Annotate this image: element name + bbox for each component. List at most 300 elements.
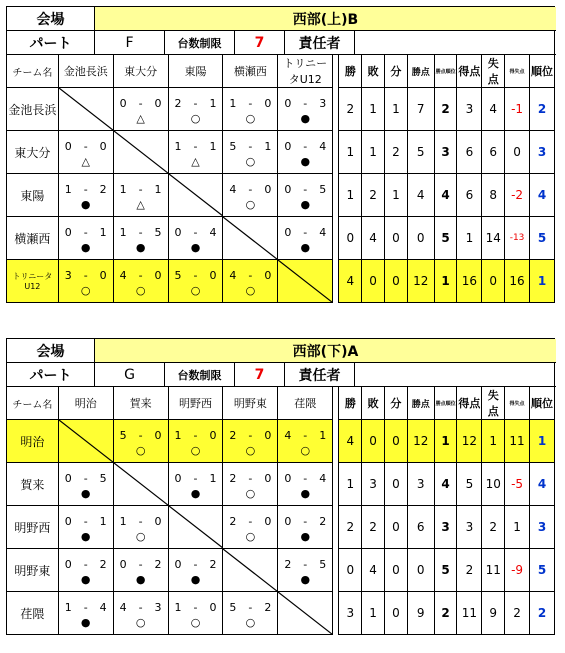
match-score xyxy=(169,601,223,614)
match-result-cell xyxy=(58,174,113,217)
match-result-cell xyxy=(223,260,278,303)
match-result-cell xyxy=(223,463,278,506)
stat-value: 0 xyxy=(385,549,408,592)
responsible-label: 責任者 xyxy=(285,31,355,55)
standings-table xyxy=(6,54,555,303)
score-separator: - xyxy=(303,429,308,442)
table-row xyxy=(7,506,555,549)
stat-value: 1 xyxy=(457,217,482,260)
standings-table xyxy=(6,386,555,635)
score-for: 1 xyxy=(64,183,72,196)
match-result-cell xyxy=(278,549,333,592)
block-header xyxy=(6,6,555,54)
team-name: 横瀬西 xyxy=(7,217,59,260)
score-separator: - xyxy=(248,269,253,282)
result-mark-icon: ● xyxy=(300,112,311,125)
result-mark-icon: ○ xyxy=(245,487,256,500)
match-result-cell xyxy=(223,88,278,131)
team-column-header: チーム名 xyxy=(7,387,59,420)
table-row xyxy=(7,549,555,592)
stat-value: 2 xyxy=(529,592,554,635)
match-score xyxy=(114,601,168,614)
score-separator: - xyxy=(193,140,198,153)
result-mark-icon: ● xyxy=(300,155,311,168)
self-match-cell xyxy=(223,217,278,260)
score-for: 4 xyxy=(229,269,237,282)
match-score xyxy=(169,472,223,485)
score-separator: - xyxy=(138,97,143,110)
match-score xyxy=(169,558,223,571)
stat-value: 4 xyxy=(339,260,362,303)
stat-value: 2 xyxy=(434,88,457,131)
match-result-cell xyxy=(58,463,113,506)
table-row xyxy=(7,463,555,506)
score-against: 2 xyxy=(209,558,217,571)
score-for: 1 xyxy=(229,97,237,110)
result-mark-icon: ● xyxy=(190,573,201,586)
stat-column-header: 得点 xyxy=(457,55,482,88)
match-score xyxy=(114,226,168,239)
team-name: トリニータU12 xyxy=(7,260,59,303)
stat-value: 4 xyxy=(362,549,385,592)
score-separator: - xyxy=(303,472,308,485)
self-match-cell xyxy=(223,549,278,592)
score-separator: - xyxy=(303,515,308,528)
match-result-cell xyxy=(113,174,168,217)
score-separator: - xyxy=(83,140,88,153)
stat-value: 0 xyxy=(339,217,362,260)
score-against: 1 xyxy=(154,183,162,196)
limit-value: 7 xyxy=(235,363,285,387)
score-separator: - xyxy=(193,226,198,239)
stat-value: 0 xyxy=(407,217,434,260)
result-mark-icon: △ xyxy=(81,155,90,168)
team-name: 荏隈 xyxy=(7,592,59,635)
score-against: 5 xyxy=(154,226,162,239)
score-separator: - xyxy=(83,472,88,485)
stat-value: 3 xyxy=(457,88,482,131)
score-separator: - xyxy=(193,269,198,282)
stat-value: 2 xyxy=(457,549,482,592)
match-score xyxy=(278,183,332,196)
stat-value: 4 xyxy=(339,420,362,463)
match-score xyxy=(169,226,223,239)
stat-value: -13 xyxy=(505,217,530,260)
match-result-cell xyxy=(278,88,333,131)
result-mark-icon: ○ xyxy=(190,112,201,125)
stat-value: 0 xyxy=(385,420,408,463)
match-score xyxy=(59,515,113,528)
result-mark-icon: ○ xyxy=(80,284,91,297)
venue-label: 会場 xyxy=(7,339,95,363)
result-mark-icon: ○ xyxy=(245,530,256,543)
score-against: 2 xyxy=(99,183,107,196)
result-mark-icon: △ xyxy=(136,112,145,125)
part-label: パート xyxy=(7,31,95,55)
responsible-label: 責任者 xyxy=(285,363,355,387)
match-result-cell xyxy=(58,131,113,174)
stat-value: 10 xyxy=(482,463,505,506)
stat-value: 16 xyxy=(505,260,530,303)
score-for: 0 xyxy=(284,97,292,110)
stat-value: 6 xyxy=(457,131,482,174)
match-result-cell xyxy=(113,506,168,549)
score-against: 0 xyxy=(209,601,217,614)
match-result-cell xyxy=(113,217,168,260)
stat-value: 1 xyxy=(339,131,362,174)
match-score xyxy=(59,140,113,153)
match-result-cell xyxy=(168,217,223,260)
match-score xyxy=(223,515,277,528)
match-result-cell xyxy=(58,217,113,260)
self-match-cell xyxy=(278,260,333,303)
stat-value: 3 xyxy=(407,463,434,506)
result-mark-icon: ○ xyxy=(190,444,201,457)
limit-label: 台数制限 xyxy=(165,363,235,387)
stat-value: 1 xyxy=(362,592,385,635)
match-score xyxy=(59,269,113,282)
score-for: 2 xyxy=(174,97,182,110)
score-for: 3 xyxy=(64,269,72,282)
stat-value: 4 xyxy=(407,174,434,217)
match-result-cell xyxy=(168,592,223,635)
result-mark-icon: ○ xyxy=(190,616,201,629)
venue-label: 会場 xyxy=(7,7,95,31)
match-score xyxy=(223,269,277,282)
match-score xyxy=(114,515,168,528)
table-row xyxy=(7,174,555,217)
part-value: G xyxy=(95,363,165,387)
match-result-cell xyxy=(113,549,168,592)
opponent-column-header: 横瀬西 xyxy=(223,55,278,88)
table-header-row xyxy=(7,55,555,88)
score-separator: - xyxy=(248,601,253,614)
stat-column-header: 勝点 xyxy=(407,55,434,88)
score-for: 0 xyxy=(64,140,72,153)
stat-value: 0 xyxy=(385,463,408,506)
stat-value: 2 xyxy=(529,88,554,131)
stat-value: 11 xyxy=(505,420,530,463)
result-mark-icon: ○ xyxy=(135,530,146,543)
result-mark-icon: ● xyxy=(80,487,91,500)
stat-value: 0 xyxy=(407,549,434,592)
stat-value: 2 xyxy=(362,174,385,217)
opponent-column-header: 金池長浜 xyxy=(58,55,113,88)
match-result-cell xyxy=(168,549,223,592)
score-separator: - xyxy=(83,601,88,614)
result-mark-icon: ○ xyxy=(245,112,256,125)
stat-value: 9 xyxy=(407,592,434,635)
limit-label: 台数制限 xyxy=(165,31,235,55)
stat-value: 5 xyxy=(457,463,482,506)
score-separator: - xyxy=(138,601,143,614)
score-separator: - xyxy=(193,601,198,614)
score-for: 0 xyxy=(284,472,292,485)
score-against: 4 xyxy=(319,140,327,153)
score-separator: - xyxy=(193,97,198,110)
result-mark-icon: ○ xyxy=(245,444,256,457)
score-against: 1 xyxy=(209,97,217,110)
self-match-cell xyxy=(113,131,168,174)
opponent-column-header: 明野東 xyxy=(223,387,278,420)
stat-value: 12 xyxy=(407,260,434,303)
score-against: 2 xyxy=(154,558,162,571)
stat-column-header: 勝点順位 xyxy=(434,55,457,88)
match-result-cell xyxy=(168,131,223,174)
result-mark-icon: ○ xyxy=(300,444,311,457)
team-column-header: チーム名 xyxy=(7,55,59,88)
match-score xyxy=(223,429,277,442)
match-score xyxy=(114,429,168,442)
score-for: 1 xyxy=(119,226,127,239)
match-result-cell xyxy=(168,463,223,506)
score-against: 0 xyxy=(264,183,272,196)
match-score xyxy=(169,140,223,153)
score-against: 1 xyxy=(99,226,107,239)
score-separator: - xyxy=(83,183,88,196)
stat-value: 1 xyxy=(385,174,408,217)
result-mark-icon: ○ xyxy=(135,444,146,457)
venue-name: 西部(下)A xyxy=(95,339,556,363)
score-against: 5 xyxy=(319,183,327,196)
stat-column-header: 失点 xyxy=(482,387,505,420)
result-mark-icon: ● xyxy=(80,573,91,586)
stat-value: 1 xyxy=(362,88,385,131)
score-separator: - xyxy=(303,558,308,571)
match-score xyxy=(223,140,277,153)
result-mark-icon: ● xyxy=(190,487,201,500)
opponent-column-header: トリニータU12 xyxy=(278,55,333,88)
match-result-cell xyxy=(58,260,113,303)
opponent-column-header: 東大分 xyxy=(113,55,168,88)
stat-column-header: 得失点 xyxy=(505,55,530,88)
score-for: 1 xyxy=(119,183,127,196)
score-separator: - xyxy=(138,269,143,282)
result-mark-icon: ○ xyxy=(135,284,146,297)
stat-column-header: 敗 xyxy=(362,387,385,420)
score-against: 4 xyxy=(209,226,217,239)
result-mark-icon: ○ xyxy=(245,616,256,629)
score-for: 4 xyxy=(119,601,127,614)
score-against: 1 xyxy=(319,429,327,442)
standings-block-1 xyxy=(6,6,555,303)
stat-value: 2 xyxy=(339,506,362,549)
score-for: 0 xyxy=(64,558,72,571)
stat-value: 5 xyxy=(407,131,434,174)
score-for: 5 xyxy=(119,429,127,442)
match-score xyxy=(114,183,168,196)
stat-value: 0 xyxy=(482,260,505,303)
score-for: 1 xyxy=(174,140,182,153)
stat-value: 3 xyxy=(529,506,554,549)
score-against: 5 xyxy=(99,472,107,485)
table-row xyxy=(7,131,555,174)
score-separator: - xyxy=(248,515,253,528)
match-score xyxy=(223,472,277,485)
stat-value: 0 xyxy=(385,217,408,260)
table-row xyxy=(7,420,555,463)
match-result-cell xyxy=(278,420,333,463)
table-row xyxy=(7,88,555,131)
score-for: 1 xyxy=(174,601,182,614)
result-mark-icon: ● xyxy=(190,241,201,254)
opponent-column-header: 明野西 xyxy=(168,387,223,420)
score-for: 0 xyxy=(284,183,292,196)
score-separator: - xyxy=(138,429,143,442)
score-for: 4 xyxy=(284,429,292,442)
table-row xyxy=(7,260,555,303)
match-score xyxy=(169,429,223,442)
match-score xyxy=(278,97,332,110)
stat-column-header: 敗 xyxy=(362,55,385,88)
score-for: 2 xyxy=(229,515,237,528)
table-row xyxy=(7,217,555,260)
match-result-cell xyxy=(223,592,278,635)
score-for: 2 xyxy=(284,558,292,571)
score-against: 5 xyxy=(319,558,327,571)
result-mark-icon: ○ xyxy=(135,616,146,629)
match-result-cell xyxy=(223,131,278,174)
score-for: 0 xyxy=(284,140,292,153)
score-for: 0 xyxy=(174,226,182,239)
score-for: 2 xyxy=(229,429,237,442)
match-score xyxy=(223,183,277,196)
result-mark-icon: ● xyxy=(300,573,311,586)
stat-value: 3 xyxy=(362,463,385,506)
score-against: 0 xyxy=(154,515,162,528)
stat-value: 5 xyxy=(529,549,554,592)
score-against: 2 xyxy=(99,558,107,571)
match-result-cell xyxy=(58,506,113,549)
match-result-cell xyxy=(168,420,223,463)
match-score xyxy=(114,269,168,282)
score-separator: - xyxy=(303,226,308,239)
standings-block-2 xyxy=(6,338,555,635)
stat-value: 4 xyxy=(434,174,457,217)
stat-value: 0 xyxy=(385,506,408,549)
team-name: 明野西 xyxy=(7,506,59,549)
self-match-cell xyxy=(113,463,168,506)
stat-column-header: 順位 xyxy=(529,55,554,88)
match-score xyxy=(114,558,168,571)
score-against: 0 xyxy=(99,269,107,282)
stat-column-header: 勝点順位 xyxy=(434,387,457,420)
score-for: 5 xyxy=(174,269,182,282)
stat-value: 1 xyxy=(434,420,457,463)
stat-value: 6 xyxy=(482,131,505,174)
block-header xyxy=(6,338,555,386)
match-result-cell xyxy=(278,463,333,506)
match-result-cell xyxy=(278,174,333,217)
match-score xyxy=(278,226,332,239)
stat-value: 1 xyxy=(505,506,530,549)
self-match-cell xyxy=(168,506,223,549)
stat-value: 1 xyxy=(339,174,362,217)
score-for: 5 xyxy=(229,140,237,153)
match-score xyxy=(59,472,113,485)
score-for: 0 xyxy=(174,558,182,571)
match-result-cell xyxy=(168,88,223,131)
score-separator: - xyxy=(303,140,308,153)
score-for: 0 xyxy=(64,226,72,239)
result-mark-icon: ○ xyxy=(245,198,256,211)
stat-value: 11 xyxy=(457,592,482,635)
opponent-column-header: 東陽 xyxy=(168,55,223,88)
score-against: 2 xyxy=(264,601,272,614)
match-result-cell xyxy=(58,549,113,592)
stat-value: 1 xyxy=(362,131,385,174)
score-against: 0 xyxy=(154,97,162,110)
stat-value: 16 xyxy=(457,260,482,303)
score-for: 0 xyxy=(64,472,72,485)
match-result-cell xyxy=(58,592,113,635)
score-separator: - xyxy=(193,558,198,571)
match-result-cell xyxy=(113,420,168,463)
score-against: 4 xyxy=(319,472,327,485)
part-value: F xyxy=(95,31,165,55)
match-score xyxy=(278,472,332,485)
opponent-column-header: 荏隈 xyxy=(278,387,333,420)
stat-value: 1 xyxy=(529,260,554,303)
score-separator: - xyxy=(83,269,88,282)
stat-value: 0 xyxy=(362,260,385,303)
stat-column-header: 得点 xyxy=(457,387,482,420)
result-mark-icon: ● xyxy=(300,241,311,254)
match-result-cell xyxy=(223,506,278,549)
stat-value: 4 xyxy=(529,174,554,217)
result-mark-icon: ● xyxy=(300,487,311,500)
self-match-cell xyxy=(58,88,113,131)
stat-value: 2 xyxy=(505,592,530,635)
match-score xyxy=(223,601,277,614)
score-against: 0 xyxy=(264,269,272,282)
match-result-cell xyxy=(278,506,333,549)
self-match-cell xyxy=(168,174,223,217)
stat-value: 1 xyxy=(529,420,554,463)
stat-value: 3 xyxy=(339,592,362,635)
stat-value: -1 xyxy=(505,88,530,131)
score-against: 0 xyxy=(264,472,272,485)
score-against: 1 xyxy=(209,140,217,153)
match-score xyxy=(278,558,332,571)
score-for: 1 xyxy=(174,429,182,442)
stat-value: 5 xyxy=(434,549,457,592)
match-score xyxy=(169,269,223,282)
responsible-value xyxy=(355,363,556,387)
stat-value: 5 xyxy=(434,217,457,260)
stat-value: 0 xyxy=(385,260,408,303)
match-score xyxy=(114,97,168,110)
match-result-cell xyxy=(223,420,278,463)
stat-value: -5 xyxy=(505,463,530,506)
stat-value: 12 xyxy=(407,420,434,463)
stat-value: 11 xyxy=(482,549,505,592)
match-score xyxy=(59,601,113,614)
table-row xyxy=(7,592,555,635)
result-mark-icon: ○ xyxy=(190,284,201,297)
team-name: 明野東 xyxy=(7,549,59,592)
stat-column-header: 勝 xyxy=(339,55,362,88)
stat-column-header: 勝 xyxy=(339,387,362,420)
score-separator: - xyxy=(248,183,253,196)
score-against: 0 xyxy=(264,515,272,528)
score-separator: - xyxy=(248,97,253,110)
self-match-cell xyxy=(278,592,333,635)
score-for: 0 xyxy=(119,97,127,110)
score-separator: - xyxy=(138,226,143,239)
result-mark-icon: ● xyxy=(300,198,311,211)
match-result-cell xyxy=(113,260,168,303)
